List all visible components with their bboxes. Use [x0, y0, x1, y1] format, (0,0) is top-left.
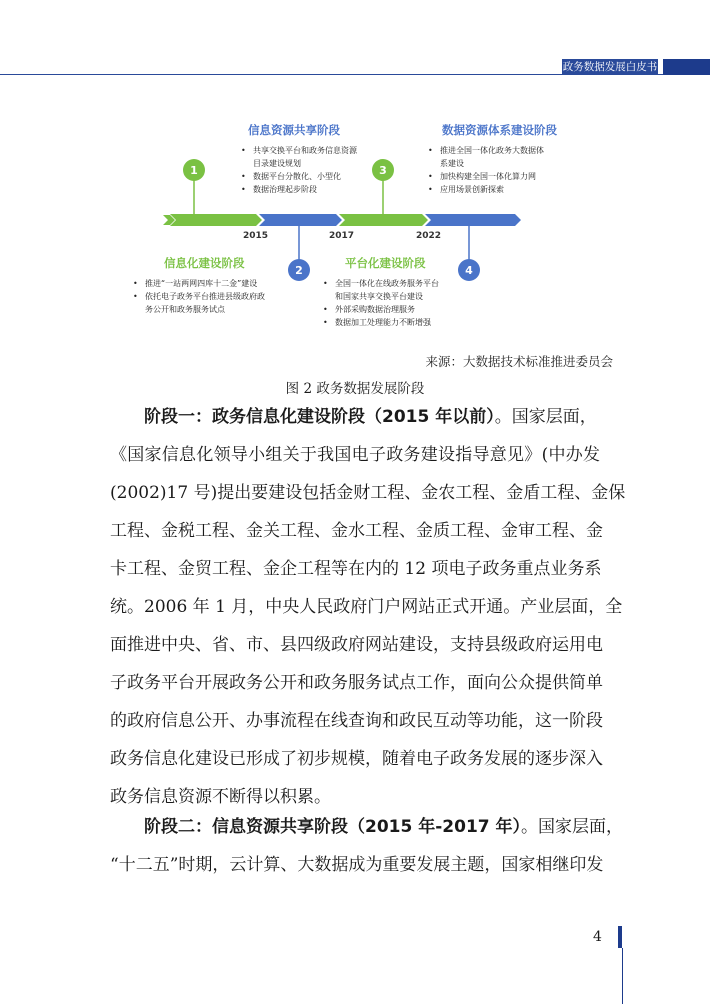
paragraph-line: 工程、金税工程、金关工程、金水工程、金质工程、金审工程、金 — [110, 521, 603, 541]
paragraph-heading: 阶段二：信息资源共享阶段（2015 年-2017 年） — [144, 817, 522, 837]
paragraph-line: (2002)17 号)提出要建设包括金财工程、金农工程、金盾工程、金保 — [110, 483, 626, 503]
paragraph-stage-2 — [110, 808, 624, 884]
figure-source: 来源：大数据技术标准推进委员会 — [425, 354, 613, 369]
stage-4-bullets — [428, 144, 544, 196]
paragraph-line — [110, 398, 600, 436]
stage-marker-2-num: 2 — [295, 264, 303, 277]
bullet: • 应用场景创新探索 — [428, 183, 544, 196]
stage-2-bullets — [241, 144, 357, 196]
paragraph-line: 政务信息化建设已形成了初步规模，随着电子政务发展的逐步深入 — [110, 749, 603, 769]
timeline-arrow-seg-1 — [170, 214, 262, 226]
paragraph-stage-1 — [110, 398, 626, 816]
stage-4-title: 数据资源体系建设阶段 — [442, 123, 557, 137]
bullet: • 加快构建全国一体化算力网 — [428, 170, 544, 183]
bullet-continued: 系建设 — [440, 159, 464, 168]
paragraph-line: 《国家信息化领导小组关于我国电子政务建设指导意见》(中办发 — [110, 445, 600, 465]
stage-marker-3-num: 3 — [379, 164, 387, 177]
timeline-arrow-seg-4 — [425, 214, 521, 226]
timeline-arrow-seg-2 — [259, 214, 342, 226]
bullet: • 数据治理起步阶段 — [241, 183, 357, 196]
year-label-2017: 2017 — [329, 231, 355, 241]
page-number-bar — [618, 926, 622, 948]
year-label-2022: 2022 — [416, 231, 442, 241]
stage-2-title: 信息资源共享阶段 — [248, 123, 340, 137]
bullet: • 推进“一站两网四库十二金”建设 — [133, 277, 265, 290]
bullet: • 全国一体化在线政务服务平台 — [323, 277, 439, 290]
stage-1-bullets — [133, 277, 265, 316]
timeline-figure — [0, 0, 710, 340]
stage-marker-1-num: 1 — [190, 164, 198, 177]
bullet: • 依托电子政务平台推进县级政府政 — [133, 290, 265, 303]
page-number-rule — [622, 948, 623, 1004]
figure-caption: 图 2 政务数据发展阶段 — [285, 381, 425, 397]
bullet: • 外部采购数据治理服务 — [323, 303, 439, 316]
bullet-continued: 务公开和政务服务试点 — [145, 305, 225, 314]
bullet: • 共享交换平台和政务信息资源 — [241, 144, 357, 157]
paragraph-line: 政务信息资源不断得以积累。 — [110, 787, 331, 807]
paragraph-text: 。国家层面， — [521, 817, 624, 837]
paragraph-line: 统。2006 年 1 月，中央人民政府门户网站正式开通。产业层面，全 — [110, 597, 623, 617]
page-number: 4 — [593, 929, 602, 945]
bullet: • 推进全国一体化政务大数据体 — [428, 144, 544, 157]
paragraph-line: 卡工程、金贸工程、金企工程等在内的 12 项电子政务重点业务系 — [110, 559, 602, 579]
year-label-2015: 2015 — [243, 231, 269, 241]
bullet: • 数据平台分散化、小型化 — [241, 170, 357, 183]
header-title: 政务数据发展白皮书 — [562, 61, 658, 73]
paragraph-line: 子政务平台开展政务公开和政务服务试点工作，面向公众提供简单 — [110, 673, 603, 693]
bullet-continued: 目录建设规划 — [253, 159, 301, 168]
paragraph-line — [110, 808, 624, 846]
stage-3-title: 平台化建设阶段 — [345, 256, 426, 270]
paragraph-line: 面推进中央、省、市、县四级政府网站建设，支持县级政府运用电 — [110, 635, 603, 655]
stage-1-title: 信息化建设阶段 — [164, 256, 245, 270]
bullet-continued: 和国家共享交换平台建设 — [335, 292, 423, 301]
bullet: • 数据加工处理能力不断增强 — [323, 316, 439, 329]
paragraph-heading: 阶段一：政务信息化建设阶段（2015 年以前） — [144, 407, 495, 427]
paragraph-text: 。国家层面， — [494, 407, 597, 427]
stage-marker-4-num: 4 — [465, 264, 473, 277]
stage-3-bullets — [323, 277, 439, 329]
paragraph-line: “十二五”时期，云计算、大数据成为重要发展主题，国家相继印发 — [110, 855, 604, 875]
paragraph-line: 的政府信息公开、办事流程在线查询和政民互动等功能，这一阶段 — [110, 711, 603, 731]
